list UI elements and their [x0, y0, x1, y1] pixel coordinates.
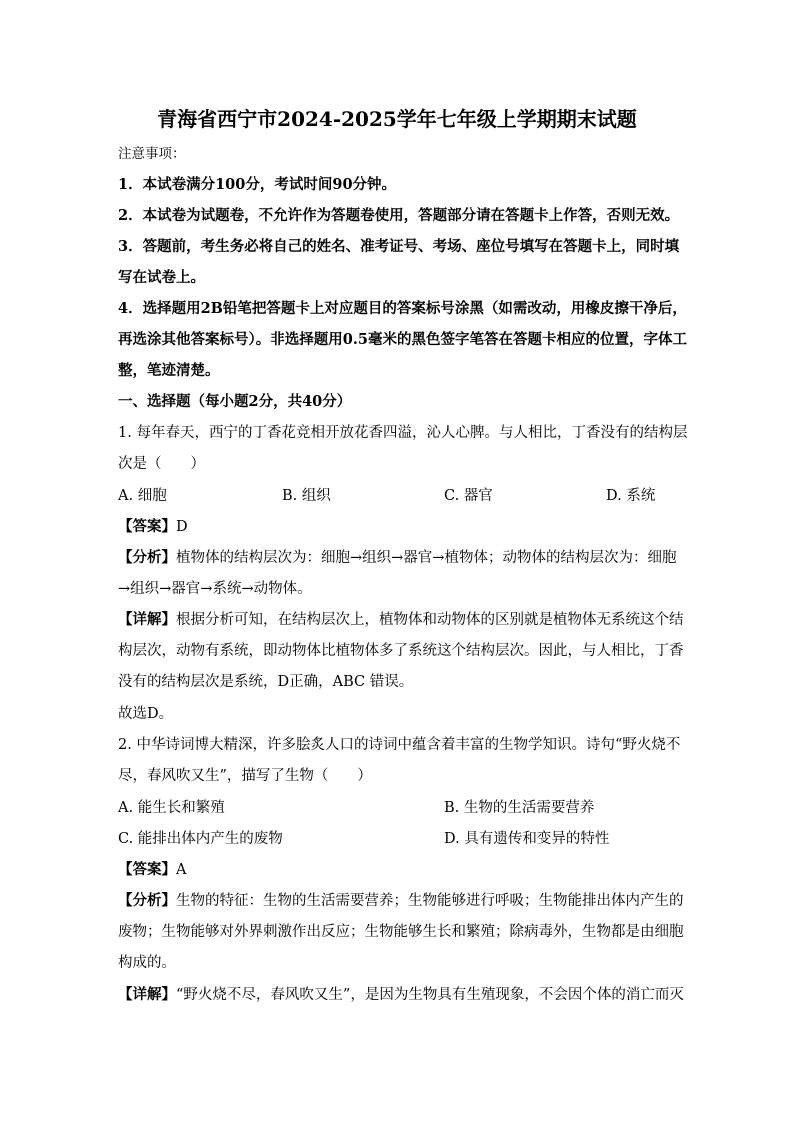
analysis-text: 植物体的结构层次为：细胞→组织→器官→植物体；动物体的结构层次为：细胞 [176, 550, 677, 566]
answer-value: D [176, 519, 188, 535]
q1-detail [118, 610, 684, 630]
notice-item: 2．本试卷为试题卷，不允许作为答题卷使用，答题部分请在答题卡上作答，否则无效。 [118, 207, 680, 224]
analysis-tag: 【分析】 [118, 892, 176, 909]
q1-option-a: A. 细胞 [118, 488, 167, 504]
q2-option-d: D. 具有遗传和变异的特性 [444, 831, 610, 847]
detail-tag: 【详解】 [118, 611, 176, 628]
q1-option-b: B. 组织 [282, 488, 331, 504]
answer-tag: 【答案】 [118, 861, 176, 878]
answer-tag: 【答案】 [118, 518, 176, 535]
notice-item: 写在试卷上。 [118, 269, 205, 286]
q2-stem-line: 尽，春风吹又生”，描写了生物（ ） [118, 768, 372, 784]
notice-item: 4．选择题用2B铅笔把答题卡上对应题目的答案标号涂黑（如需改动，用橡皮擦干净后， [118, 300, 687, 317]
detail-text: 根据分析可知，在结构层次上，植物体和动物体的区别就是植物体无系统这个结 [176, 612, 684, 628]
notice-heading: 注意事项： [118, 146, 186, 162]
detail-tag: 【详解】 [118, 986, 176, 1003]
analysis-tag: 【分析】 [118, 549, 176, 566]
q2-analysis-line: 废物；生物能够对外界刺激作出反应；生物能够生长和繁殖；除病毒外，生物都是由细胞 [118, 924, 684, 940]
detail-text: “野火烧不尽，春风吹又生”，是因为生物具有生殖现象，不会因个体的消亡而灭 [176, 987, 684, 1003]
q1-conclusion: 故选D。 [118, 706, 174, 722]
q1-stem-line: 1. 每年春天，西宁的丁香花竞相开放花香四溢，沁人心脾。与人相比，丁香没有的结构层 [118, 425, 688, 441]
page-title: 青海省西宁市2024-2025学年七年级上学期期末试题 [157, 107, 637, 131]
q2-stem-line: 2. 中华诗词博大精深，许多脍炙人口的诗词中蕴含着丰富的生物学知识。诗句“野火烧不 [118, 737, 681, 753]
q2-analysis-line: 构成的。 [118, 955, 176, 971]
q1-detail-line: 构层次，动物有系统，即动物体比植物体多了系统这个结构层次。因此，与人相比，丁香 [118, 643, 684, 659]
q2-option-a: A. 能生长和繁殖 [118, 800, 225, 816]
q2-option-c: C. 能排出体内产生的废物 [118, 831, 283, 847]
notice-item: 3．答题前，考生务必将自己的姓名、准考证号、考场、座位号填写在答题卡上，同时填 [118, 238, 680, 255]
q2-option-b: B. 生物的生活需要营养 [444, 800, 595, 816]
q1-answer [118, 517, 188, 537]
q1-analysis [118, 548, 676, 568]
answer-value: A [176, 862, 187, 878]
notice-item: 再选涂其他答案标号）。非选择题用0.5毫米的黑色签字笔答在答题卡相应的位置，字体工 [118, 331, 687, 348]
notice-item: 1．本试卷满分100分，考试时间90分钟。 [118, 176, 397, 193]
q1-detail-line: 没有的结构层次是系统，D正确，ABC 错误。 [118, 674, 414, 690]
q1-option-c: C. 器官 [444, 488, 493, 504]
q1-option-d: D. 系统 [606, 488, 656, 504]
q1-analysis-line: →组织→器官→系统→动物体。 [118, 581, 312, 597]
q2-answer [118, 860, 186, 880]
analysis-text: 生物的特征：生物的生活需要营养；生物能够进行呼吸；生物能排出体内产生的 [176, 893, 684, 909]
notice-item: 整，笔迹清楚。 [118, 362, 220, 379]
q1-stem-line: 次是（ ） [118, 456, 205, 472]
q2-detail [118, 985, 684, 1005]
section-heading: 一、选择题（每小题2分，共40分） [118, 393, 352, 410]
q2-analysis [118, 891, 684, 911]
